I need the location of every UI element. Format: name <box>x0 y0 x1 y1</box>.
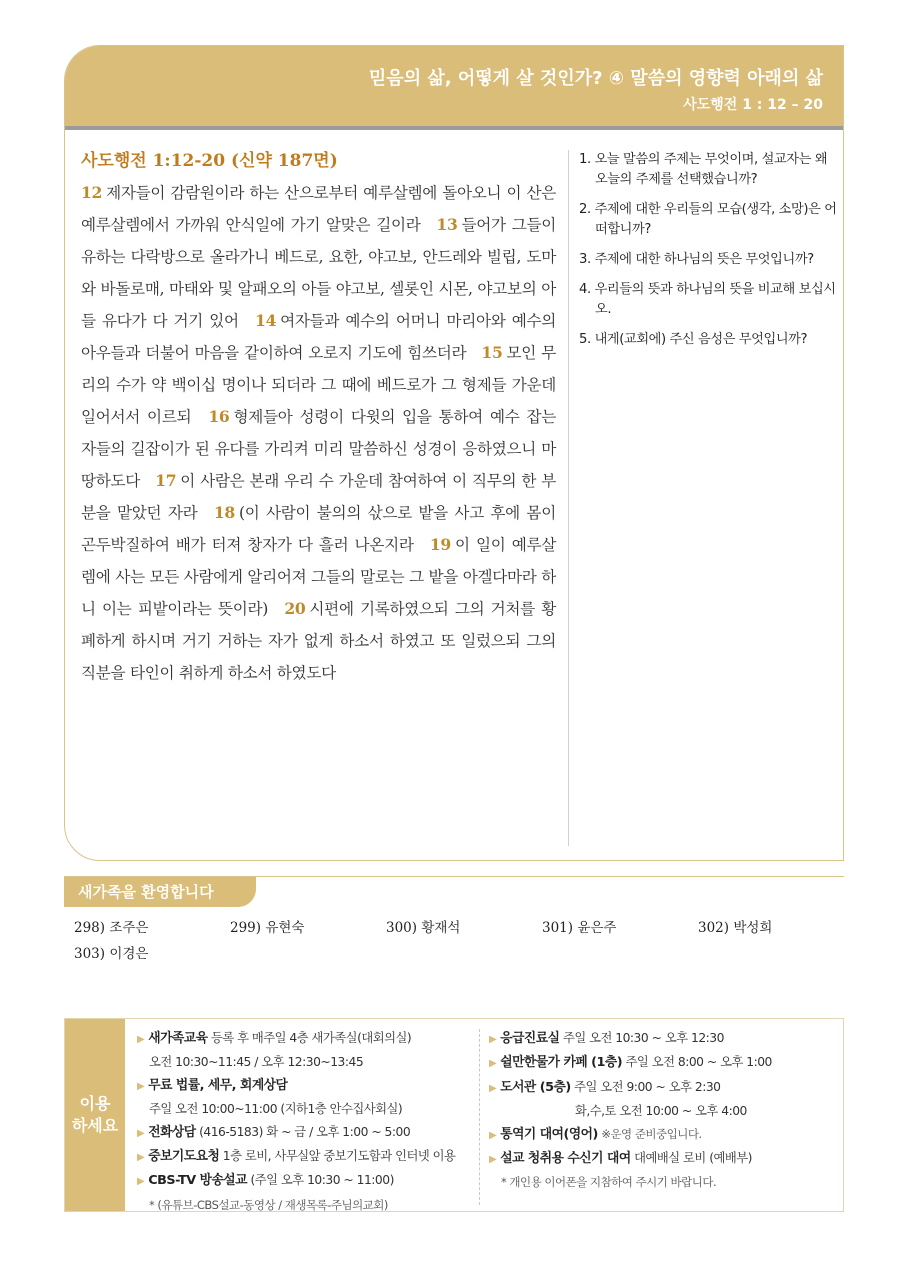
verse-body: 여자들과 예수의 어머니 마리아와 예수의 아우들과 더불어 마음을 같이하여 오로지 기도에 힘쓰더라 <box>81 312 557 362</box>
verse-number: 17 <box>155 471 177 490</box>
verse-body: (이 사람이 불의의 삯으로 밭을 사고 후에 몸이 곤두박질하여 배가 터져 창자가 다 흘러 나온지라 <box>81 504 556 554</box>
service-cafe: ▶ 쉴만한물가 카페 (1층) 주일 오전 8:00 ~ 오후 1:00 <box>489 1055 772 1071</box>
new-family-name: 303) 이경은 <box>74 946 149 962</box>
verse-number: 16 <box>208 407 230 426</box>
service-phone: ▶ 전화상담 (416-5183) 화 ~ 금 / 오후 1:00 ~ 5:00 <box>137 1124 411 1140</box>
verse-body: 모인 무리의 수가 약 백이십 명이나 되더라 그 때에 베드로가 그 형제들 가운데 일어서서 이르되 <box>81 344 556 426</box>
service-receiver: ▶ 설교 청취용 수신기 대여 대예배실 로비 (예배부) <box>489 1151 752 1167</box>
verse-number: 12 <box>81 183 103 202</box>
new-family-name: 302) 박성희 <box>698 920 773 936</box>
service-library: ▶ 도서관 (5층) 주일 오전 9:00 ~ 오후 2:30 <box>489 1079 721 1095</box>
service-translator: ▶ 통역기 대여(영어) ※운영 준비중입니다. <box>489 1126 702 1142</box>
welcome-title: 새가족을 환영합니다 <box>64 877 256 907</box>
service-legal-time: 주일 오전 10:00~11:00 (지하1층 안수집사회실) <box>149 1102 403 1117</box>
service-receiver-note: * 개인용 이어폰을 지참하여 주시기 바랍니다. <box>501 1175 717 1190</box>
triangle-bullet-icon: ▶ <box>489 1129 497 1141</box>
service-library-time2: 화,수,토 오전 10:00 ~ 오후 4:00 <box>575 1104 747 1119</box>
service-cbs: ▶ CBS-TV 방송설교 (주일 오후 10:30 ~ 11:00) <box>137 1173 394 1189</box>
verse-number: 14 <box>255 311 277 330</box>
triangle-bullet-icon: ▶ <box>489 1058 497 1070</box>
column-divider <box>568 150 569 846</box>
services-info-box <box>64 1018 844 1212</box>
verse-number: 18 <box>213 503 235 522</box>
new-family-name: 298) 조주은 <box>74 920 149 936</box>
sermon-title: 믿음의 삶, 어떻게 살 것인가? ④ 말씀의 영향력 아래의 삶 <box>368 68 823 89</box>
scripture-passage <box>81 146 556 689</box>
service-prayer: ▶ 중보기도요청 1층 로비, 사무실앞 중보기도함과 인터넷 이용 <box>137 1149 456 1165</box>
question-item: 3. 주제에 대한 하나님의 뜻은 무엇입니까? <box>579 252 814 267</box>
new-family-name: 301) 윤은주 <box>542 920 617 936</box>
services-label: 이용 하세요 <box>65 1019 125 1211</box>
triangle-bullet-icon: ▶ <box>137 1127 145 1139</box>
verse-body: 제자들이 감람원이라 하는 산으로부터 예루살렘에 돌아오니 이 산은 예루살렘에서 가까워 안식일에 가기 알맞은 길이라 <box>81 184 556 234</box>
triangle-bullet-icon: ▶ <box>137 1176 145 1188</box>
sermon-reference: 사도행전 1 : 12 – 20 <box>683 97 823 113</box>
sermon-panel <box>64 45 844 861</box>
verse-body: 형제들아 성령이 다윗의 입을 통하여 예수 잡는 자들의 길잡이가 된 유다를 가리켜 미리 말씀하신 성경이 응하였으니 마땅하도다 <box>81 408 556 490</box>
services-left-column <box>137 1027 477 1216</box>
discussion-questions <box>579 150 839 360</box>
sermon-header <box>65 46 843 126</box>
verse-number: 19 <box>429 535 451 554</box>
scripture-reference: 사도행전 1:12-20 (신약 187면) <box>81 151 338 171</box>
triangle-bullet-icon: ▶ <box>137 1080 145 1092</box>
triangle-bullet-icon: ▶ <box>489 1034 497 1045</box>
service-newfamily: ▶ 새가족교육 등록 후 매주일 4층 새가족실(대회의실) <box>137 1031 412 1046</box>
question-item: 4. 우리들의 뜻과 하나님의 뜻을 비교해 보십시오. <box>579 282 836 317</box>
verse-body: 시편에 기록하였으되 그의 거처를 황폐하게 하시며 거기 거하는 자가 없게 하소서 하였고 또 일렀으되 그의 직분을 타인이 취하게 하소서 하였도다 <box>81 600 556 682</box>
question-item: 1. 오늘 말씀의 주제는 무엇이며, 설교자는 왜 오늘의 주제를 선택했습니까? <box>579 152 828 187</box>
verse-text <box>81 177 556 689</box>
question-item: 5. 내게(교회에) 주신 음성은 무엇입니까? <box>579 332 808 347</box>
verse-body: 이 일이 예루살렘에 사는 모든 사람에게 알리어져 그들의 말로는 그 밭을 아겔다마라 하니 이는 피밭이라는 뜻이라) <box>81 536 556 618</box>
service-newfamily-time: 오전 10:30~11:45 / 오후 12:30~13:45 <box>149 1055 364 1070</box>
header-underline <box>65 126 843 130</box>
new-family-list <box>74 916 834 962</box>
new-family-name: 300) 황재석 <box>386 920 461 936</box>
verse-number: 13 <box>436 215 458 234</box>
verse-body: 들어가 그들이 유하는 다락방으로 올라가니 베드로, 요한, 야고보, 안드레와 빌립, 도마와 바돌로매, 마태와 및 알패오의 아들 야고보, 셀롯인 시몬, 야고보의 아들 유다가 다 거기 있어 <box>81 216 556 330</box>
services-right-column <box>489 1027 839 1194</box>
new-family-name: 299) 유현숙 <box>230 920 305 936</box>
triangle-bullet-icon: ▶ <box>489 1082 497 1094</box>
verse-number: 20 <box>284 599 306 618</box>
triangle-bullet-icon: ▶ <box>137 1034 145 1045</box>
verse-body: 이 사람은 본래 우리 수 가운데 참여하여 이 직무의 한 부분을 맡았던 자라 <box>81 472 556 522</box>
triangle-bullet-icon: ▶ <box>489 1154 497 1166</box>
verse-number: 15 <box>481 343 503 362</box>
service-cbs-note: * (유튜브-CBS설교-동영상 / 재생목록-주님의교회) <box>149 1197 388 1212</box>
service-legal: ▶ 무료 법률, 세무, 회계상담 <box>137 1077 288 1093</box>
welcome-band <box>64 876 844 907</box>
service-clinic: ▶ 응급진료실 주일 오전 10:30 ~ 오후 12:30 <box>489 1031 724 1046</box>
question-item: 2. 주제에 대한 우리들의 모습(생각, 소망)은 어떠합니까? <box>579 202 837 237</box>
triangle-bullet-icon: ▶ <box>137 1152 145 1164</box>
services-column-divider <box>479 1029 480 1205</box>
